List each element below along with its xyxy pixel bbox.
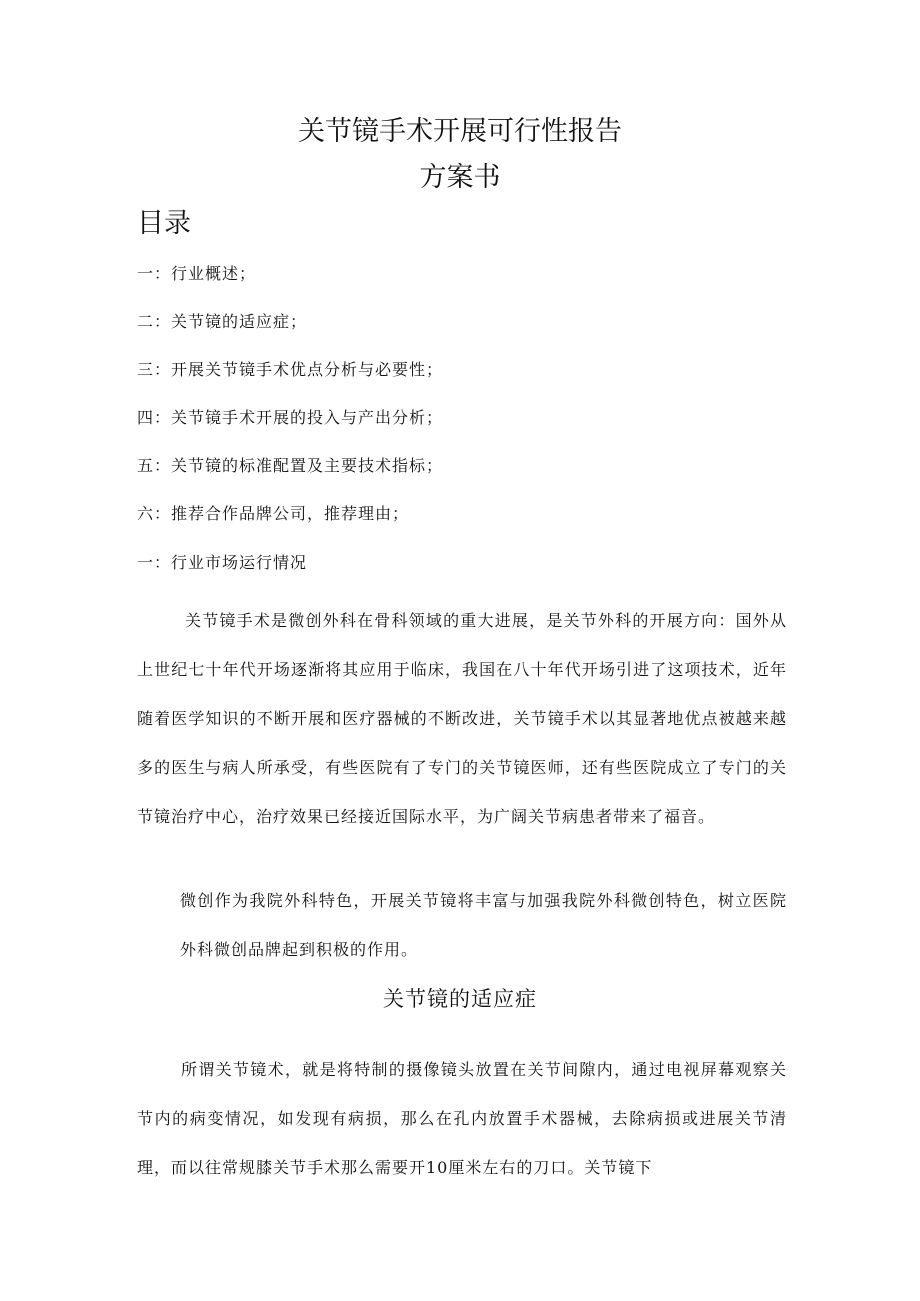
body-paragraph-1: 关节镜手术是微创外科在骨科领域的重大进展，是关节外科的开展方向：国外从上世纪七十年代开场逐渐将其应用于临床，我国在八十年代开场引进了这项技术，近年随着医学知识的不断开展和医疗器械的不断改进，关节镜手术以其显著地优点被越来越多的医生与病人所承受，有些医院有了专门的关节镜医师，还有些医院成立了专门的关节镜治疗中心，治疗效果已经接近国际水平，为广阔关节病患者带来了福音。	[137, 611, 787, 826]
toc-heading: 目录	[137, 208, 191, 239]
body-paragraph-3: 所谓关节镜术，就是将特制的摄像镜头放置在关节间隙内，通过电视屏幕观察关节内的病变情况，如发现有病损，那么在孔内放置手术器械，去除病损或进展关节清理，而以往常规膝关节手术那么需要开10厘米左右的刀口。关节镜下	[137, 1060, 787, 1177]
toc-item: 六：推荐合作品牌公司，推荐理由；	[137, 504, 410, 523]
section1-heading: 一：行业市场运行情况	[137, 553, 308, 572]
toc-item: 三：开展关节镜手术优点分析与必要性；	[137, 360, 444, 379]
body-paragraph-2: 微创作为我院外科特色，开展关节镜将丰富与加强我院外科微创特色，树立医院外科微创品牌起到积极的作用。	[180, 891, 787, 959]
toc-item: 一：行业概述；	[137, 264, 257, 283]
table-of-contents	[137, 262, 443, 550]
section2-heading: 关节镜的适应症	[383, 987, 537, 1011]
toc-item: 四：关节镜手术开展的投入与产出分析；	[137, 408, 444, 427]
document-title: 关节镜手术开展可行性报告	[298, 116, 622, 147]
toc-item: 五：关节镜的标准配置及主要技术指标；	[137, 456, 444, 475]
document-subtitle: 方案书	[419, 162, 501, 193]
toc-item: 二：关节镜的适应症；	[137, 312, 308, 331]
